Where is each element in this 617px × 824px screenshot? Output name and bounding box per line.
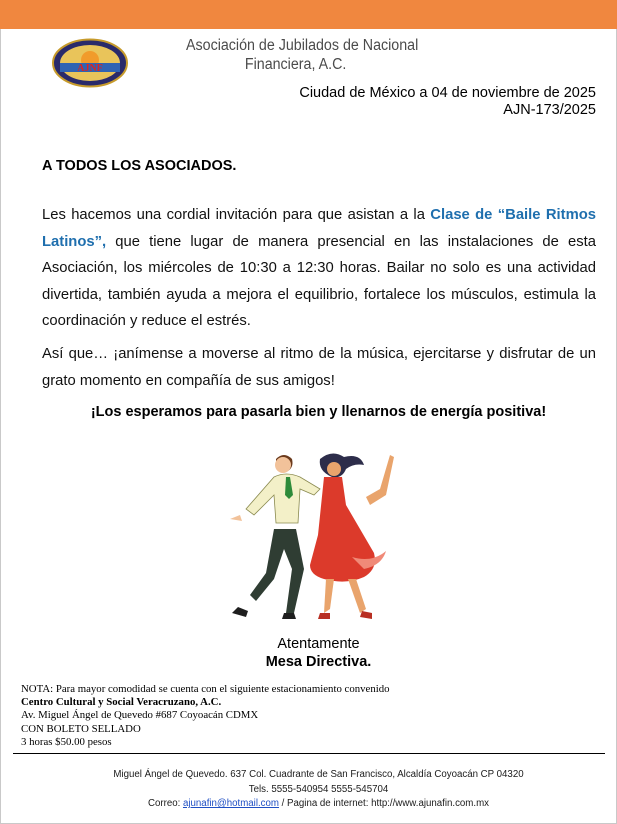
dancers-illustration	[216, 437, 406, 629]
org-name-line1: Asociación de Jubilados de Nacional	[186, 37, 419, 54]
org-name	[186, 36, 418, 74]
top-accent-bar	[0, 0, 617, 29]
sign-off-atentamente: Atentamente	[277, 636, 360, 652]
reference-number: AJN-173/2025	[503, 102, 596, 118]
footer-contact	[0, 797, 617, 812]
footer	[0, 768, 617, 812]
logo-text: AJNF	[77, 63, 103, 74]
closing-line: ¡Los esperamos para pasarla bien y llenarnos de energía positiva!	[90, 404, 547, 420]
footer-divider	[13, 753, 605, 754]
parking-note	[21, 683, 390, 749]
p1-after: que tiene lugar de manera presencial en las instalaciones de esta Asociación, los miércoles de 10:30 a 12:30 horas. Bailar no solo es una actividad divertida, también ayuda a mejora el equilibrio, fortalece los músculos, estimula la coordinación y reduce el estrés.	[42, 233, 596, 330]
footer-phones: Tels. 5555-540954 5555-545704	[248, 783, 389, 795]
footer-address: Miguel Ángel de Quevedo. 637 Col. Cuadrante de San Francisco, Alcaldía Coyoacán CP 04320	[113, 769, 524, 780]
date-line: Ciudad de México a 04 de noviembre de 2025	[299, 85, 596, 101]
p1-before: Les hacemos una cordial invitación para que asistan a la	[42, 207, 431, 223]
note-line5: 3 horas $50.00 pesos	[21, 735, 112, 748]
sign-off-signatory: Mesa Directiva.	[265, 654, 372, 670]
class-name-highlight: Clase de “Baile Ritmos Latinos”,	[42, 207, 597, 250]
date-block	[299, 85, 596, 119]
note-line1: NOTA: Para mayor comodidad se cuenta con el siguiente estacionamiento convenido	[21, 683, 390, 695]
org-name-line2: Financiera, A.C.	[244, 56, 347, 73]
paragraph-encouragement: Así que… ¡anímense a moverse al ritmo de la música, ejercitarse y disfrutar de un grato momento en compañía de sus amigos!	[42, 346, 596, 389]
email-label: Correo:	[147, 798, 183, 809]
paragraph-invitation	[42, 202, 596, 335]
website-text: / Pagina de internet: http://www.ajunafin.com.mx	[278, 798, 489, 809]
note-line2: Centro Cultural y Social Veracruzano, A.C.	[21, 696, 222, 709]
association-logo	[51, 38, 129, 88]
note-line4: CON BOLETO SELLADO	[21, 722, 141, 735]
email-link[interactable]: ajunafin@hotmail.com	[182, 798, 279, 809]
note-line3: Av. Miguel Ángel de Quevedo #687 Coyoacán CDMX	[21, 709, 259, 722]
greeting: A TODOS LOS ASOCIADOS.	[42, 158, 237, 174]
